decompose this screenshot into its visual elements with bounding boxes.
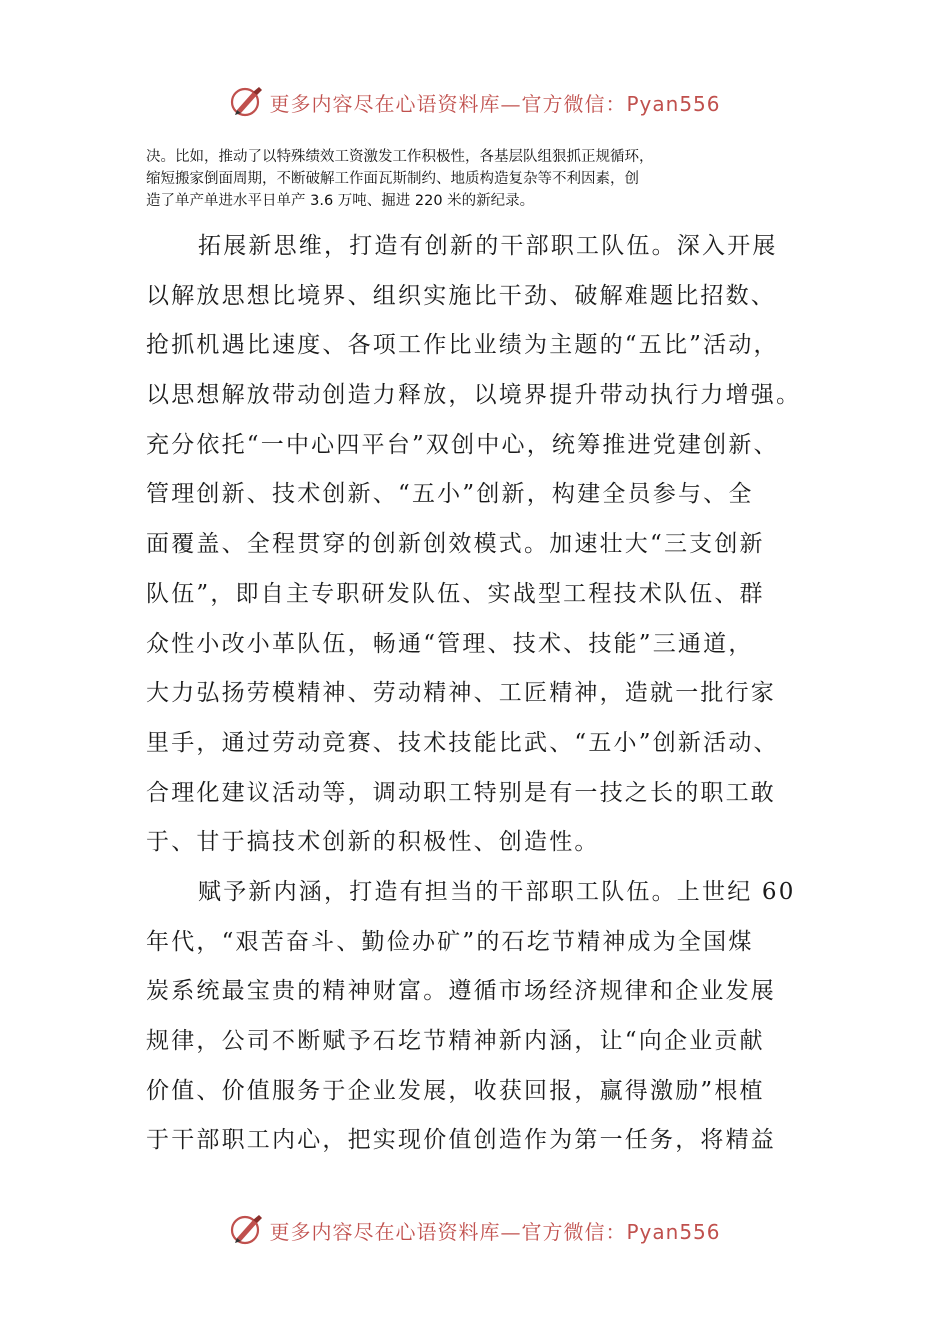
carryover-line: 决。比如，推动了以特殊绩效工资激发工作积极性，各基层队组狠抓正规循环，	[146, 149, 654, 165]
text-line: 众性小改小革队伍，畅通“管理、技术、技能”三通道，	[146, 630, 754, 657]
footer-watermark	[0, 1210, 950, 1250]
text-line: 队伍”，即自主专职研发队伍、实战型工程技术队伍、群	[146, 580, 765, 607]
text-line: 合理化建议活动等，调动职工特别是有一技之长的职工敢	[146, 779, 776, 806]
text-line: 赋予新内涵，打造有担当的干部职工队伍。上世纪 60	[198, 878, 796, 905]
text-line: 于、甘于搞技术创新的积极性、创造性。	[146, 829, 600, 856]
pen-logo-icon	[229, 1212, 265, 1248]
carryover-paragraph	[146, 146, 826, 212]
text-line: 充分依托“一中心四平台”双创中心，统筹推进党建创新、	[146, 431, 779, 458]
text-line: 面覆盖、全程贯穿的创新创效模式。加速壮大“三支创新	[146, 531, 765, 558]
carryover-line: 缩短搬家倒面周期，不断破解工作面瓦斯制约、地质构造复杂等不利因素，创	[146, 171, 639, 187]
text-line: 年代，“艰苦奋斗、勤俭办矿”的石圪节精神成为全国煤	[146, 928, 754, 955]
pen-logo-icon	[229, 84, 265, 120]
text-line: 拓展新思维，打造有创新的干部职工队伍。深入开展	[198, 233, 778, 259]
paragraph-responsibility	[146, 872, 846, 1170]
watermark-text: 更多内容尽在心语资料库—官方微信：Pyan556	[269, 91, 721, 116]
header-watermark	[0, 82, 950, 122]
text-line: 大力弘扬劳模精神、劳动精神、工匠精神，造就一批行家	[146, 680, 776, 707]
text-line: 管理创新、技术创新、“五小”创新，构建全员参与、全	[146, 481, 754, 508]
text-line: 抢抓机遇比速度、各项工作比业绩为主题的“五比”活动，	[146, 332, 779, 359]
text-line: 于干部职工内心，把实现价值创造作为第一任务，将精益	[146, 1127, 776, 1154]
text-line: 炭系统最宝贵的精神财富。遵循市场经济规律和企业发展	[146, 978, 776, 1005]
watermark-text: 更多内容尽在心语资料库—官方微信：Pyan556	[269, 1219, 721, 1244]
text-line: 以思想解放带动创造力释放，以境界提升带动执行力增强。	[146, 382, 802, 409]
text-line: 里手，通过劳动竞赛、技术技能比武、“五小”创新活动、	[146, 729, 779, 756]
text-line: 价值、价值服务于企业发展，收获回报，赢得激励”根植	[146, 1077, 765, 1104]
text-line: 规律，公司不断赋予石圪节精神新内涵，让“向企业贡献	[146, 1028, 765, 1054]
document-body	[146, 226, 846, 1170]
carryover-line: 造了单产单进水平日单产 3.6 万吨、掘进 220 米的新纪录。	[146, 193, 535, 209]
paragraph-innovation	[146, 226, 846, 872]
text-line: 以解放思想比境界、组织实施比干劲、破解难题比招数、	[146, 282, 776, 309]
